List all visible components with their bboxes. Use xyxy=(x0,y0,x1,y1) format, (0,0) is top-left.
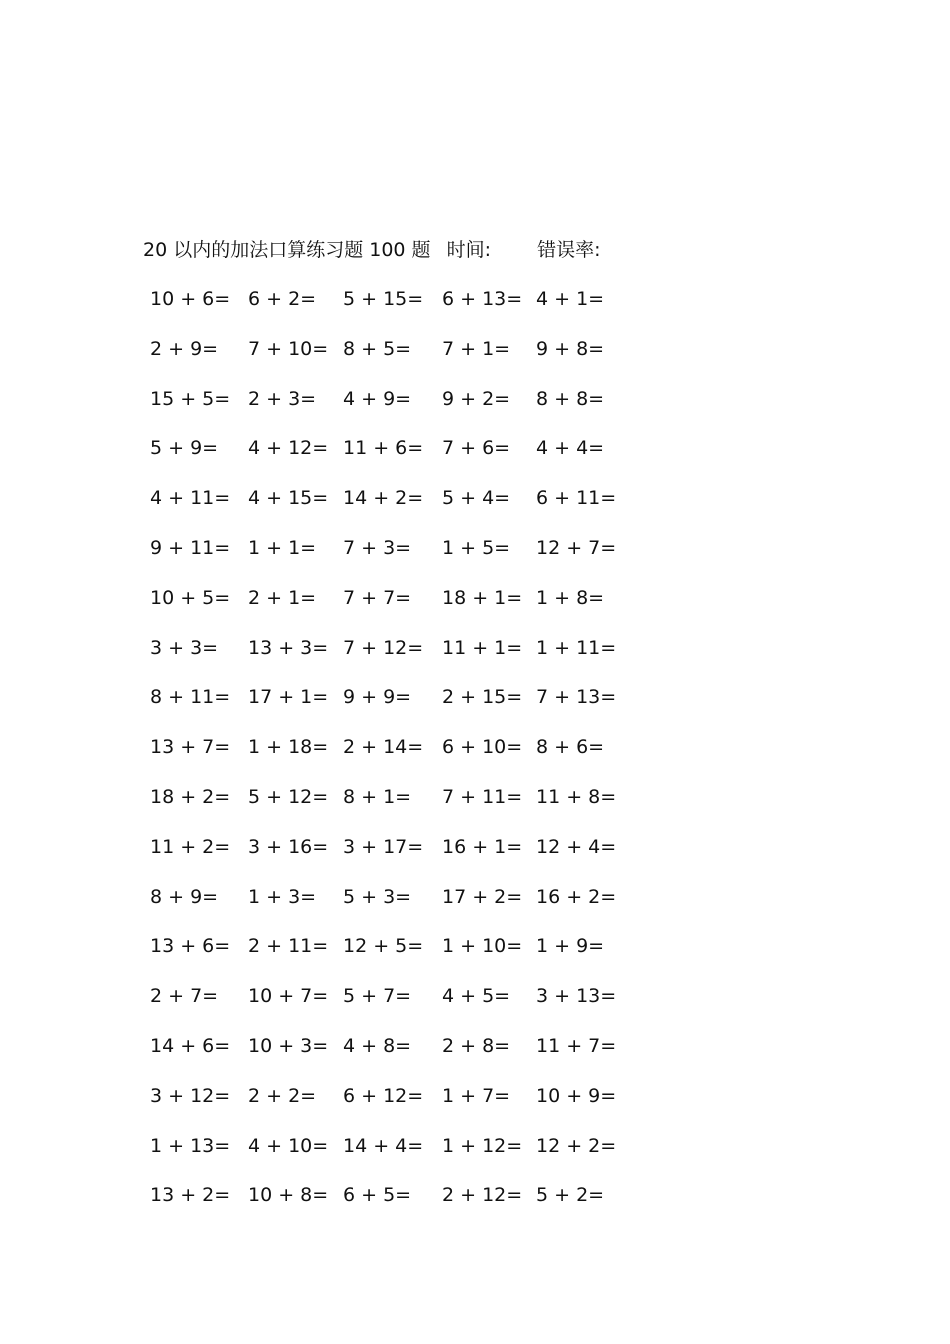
problem-cell: 5 + 12= xyxy=(248,785,329,808)
problem-cell: 4 + 5= xyxy=(442,985,511,1008)
problem-row xyxy=(0,433,950,483)
problem-cell: 1 + 11= xyxy=(536,636,617,659)
problem-row xyxy=(0,782,950,832)
problem-row xyxy=(0,384,950,434)
problem-cell: 7 + 12= xyxy=(343,636,424,659)
problem-cell: 7 + 13= xyxy=(536,686,617,709)
problem-cell: 7 + 10= xyxy=(248,337,329,360)
problem-cell: 2 + 3= xyxy=(248,387,317,410)
problem-cell: 2 + 12= xyxy=(442,1184,523,1207)
problem-cell: 11 + 7= xyxy=(536,1034,617,1057)
problem-row xyxy=(0,682,950,732)
problem-cell: 4 + 10= xyxy=(248,1134,329,1157)
problem-row xyxy=(0,931,950,981)
problem-cell: 5 + 4= xyxy=(442,487,511,510)
problem-cell: 12 + 5= xyxy=(343,935,424,958)
problem-cell: 4 + 8= xyxy=(343,1034,412,1057)
problem-cell: 11 + 6= xyxy=(343,437,424,460)
problem-cell: 9 + 9= xyxy=(343,686,412,709)
problem-cell: 11 + 1= xyxy=(442,636,523,659)
problem-cell: 5 + 2= xyxy=(536,1184,605,1207)
problem-cell: 14 + 2= xyxy=(343,487,424,510)
problem-cell: 7 + 7= xyxy=(343,586,412,609)
problem-cell: 10 + 9= xyxy=(536,1084,617,1107)
problem-cell: 11 + 2= xyxy=(150,835,231,858)
problem-row xyxy=(0,882,950,932)
problem-cell: 1 + 9= xyxy=(536,935,605,958)
problem-cell: 8 + 1= xyxy=(343,785,412,808)
problem-cell: 11 + 8= xyxy=(536,785,617,808)
problem-cell: 2 + 8= xyxy=(442,1034,511,1057)
problem-row xyxy=(0,1031,950,1081)
problem-cell: 2 + 15= xyxy=(442,686,523,709)
problem-cell: 1 + 7= xyxy=(442,1084,511,1107)
problem-cell: 6 + 10= xyxy=(442,736,523,759)
problem-cell: 5 + 3= xyxy=(343,885,412,908)
problem-cell: 2 + 9= xyxy=(150,337,219,360)
problem-cell: 4 + 9= xyxy=(343,387,412,410)
problem-cell: 17 + 1= xyxy=(248,686,329,709)
problem-cell: 12 + 4= xyxy=(536,835,617,858)
problem-cell: 6 + 5= xyxy=(343,1184,412,1207)
problem-cell: 8 + 8= xyxy=(536,387,605,410)
problem-cell: 8 + 9= xyxy=(150,885,219,908)
problem-row xyxy=(0,1081,950,1131)
problem-cell: 14 + 4= xyxy=(343,1134,424,1157)
problem-cell: 10 + 8= xyxy=(248,1184,329,1207)
problem-cell: 3 + 16= xyxy=(248,835,329,858)
worksheet-title: 20 以内的加法口算练习题 100 题 xyxy=(143,239,431,261)
problem-cell: 9 + 11= xyxy=(150,536,231,559)
problem-row xyxy=(0,633,950,683)
problem-cell: 2 + 14= xyxy=(343,736,424,759)
problem-row xyxy=(0,832,950,882)
problem-cell: 10 + 5= xyxy=(150,586,231,609)
problem-cell: 6 + 12= xyxy=(343,1084,424,1107)
problem-cell: 1 + 8= xyxy=(536,586,605,609)
problem-cell: 1 + 13= xyxy=(150,1134,231,1157)
problem-cell: 16 + 1= xyxy=(442,835,523,858)
problem-cell: 6 + 13= xyxy=(442,288,523,310)
problem-cell: 9 + 8= xyxy=(536,337,605,360)
problem-cell: 17 + 2= xyxy=(442,885,523,908)
problem-cell: 18 + 2= xyxy=(150,785,231,808)
problem-cell: 6 + 11= xyxy=(536,487,617,510)
error-rate-label: 错误率: xyxy=(537,239,601,261)
problem-cell: 6 + 2= xyxy=(248,288,317,310)
problem-cell: 10 + 6= xyxy=(150,288,231,310)
problem-cell: 4 + 4= xyxy=(536,437,605,460)
problem-row xyxy=(0,334,950,384)
problem-cell: 3 + 12= xyxy=(150,1084,231,1107)
problem-cell: 8 + 11= xyxy=(150,686,231,709)
problem-row xyxy=(0,284,950,334)
problem-cell: 5 + 7= xyxy=(343,985,412,1008)
problem-cell: 10 + 3= xyxy=(248,1034,329,1057)
problem-cell: 8 + 5= xyxy=(343,337,412,360)
problem-cell: 2 + 1= xyxy=(248,586,317,609)
problem-cell: 3 + 13= xyxy=(536,985,617,1008)
problem-cell: 7 + 6= xyxy=(442,437,511,460)
problem-cell: 13 + 3= xyxy=(248,636,329,659)
problem-cell: 7 + 1= xyxy=(442,337,511,360)
problem-cell: 1 + 18= xyxy=(248,736,329,759)
problem-cell: 2 + 11= xyxy=(248,935,329,958)
problem-cell: 15 + 5= xyxy=(150,387,231,410)
problem-cell: 5 + 15= xyxy=(343,288,424,310)
problem-cell: 4 + 12= xyxy=(248,437,329,460)
problem-cell: 7 + 3= xyxy=(343,536,412,559)
problem-cell: 7 + 11= xyxy=(442,785,523,808)
problem-cell: 10 + 7= xyxy=(248,985,329,1008)
problem-cell: 1 + 1= xyxy=(248,536,317,559)
problem-cell: 3 + 17= xyxy=(343,835,424,858)
problem-cell: 18 + 1= xyxy=(442,586,523,609)
problem-grid xyxy=(0,284,950,1230)
problem-cell: 1 + 3= xyxy=(248,885,317,908)
problem-row xyxy=(0,1131,950,1181)
problem-cell: 1 + 12= xyxy=(442,1134,523,1157)
problem-cell: 9 + 2= xyxy=(442,387,511,410)
problem-cell: 12 + 7= xyxy=(536,536,617,559)
problem-cell: 4 + 1= xyxy=(536,288,605,310)
problem-cell: 13 + 7= xyxy=(150,736,231,759)
problem-cell: 13 + 6= xyxy=(150,935,231,958)
problem-row xyxy=(0,533,950,583)
problem-cell: 14 + 6= xyxy=(150,1034,231,1057)
problem-cell: 4 + 11= xyxy=(150,487,231,510)
worksheet-header xyxy=(143,235,600,265)
problem-cell: 3 + 3= xyxy=(150,636,219,659)
problem-cell: 12 + 2= xyxy=(536,1134,617,1157)
problem-cell: 1 + 5= xyxy=(442,536,511,559)
time-label: 时间: xyxy=(446,239,492,261)
problem-row xyxy=(0,1180,950,1230)
problem-cell: 2 + 2= xyxy=(248,1084,317,1107)
problem-cell: 13 + 2= xyxy=(150,1184,231,1207)
problem-row xyxy=(0,583,950,633)
problem-cell: 4 + 15= xyxy=(248,487,329,510)
problem-row xyxy=(0,732,950,782)
problem-row xyxy=(0,483,950,533)
problem-cell: 5 + 9= xyxy=(150,437,219,460)
problem-row xyxy=(0,981,950,1031)
problem-cell: 1 + 10= xyxy=(442,935,523,958)
problem-cell: 16 + 2= xyxy=(536,885,617,908)
problem-cell: 2 + 7= xyxy=(150,985,219,1008)
problem-cell: 8 + 6= xyxy=(536,736,605,759)
